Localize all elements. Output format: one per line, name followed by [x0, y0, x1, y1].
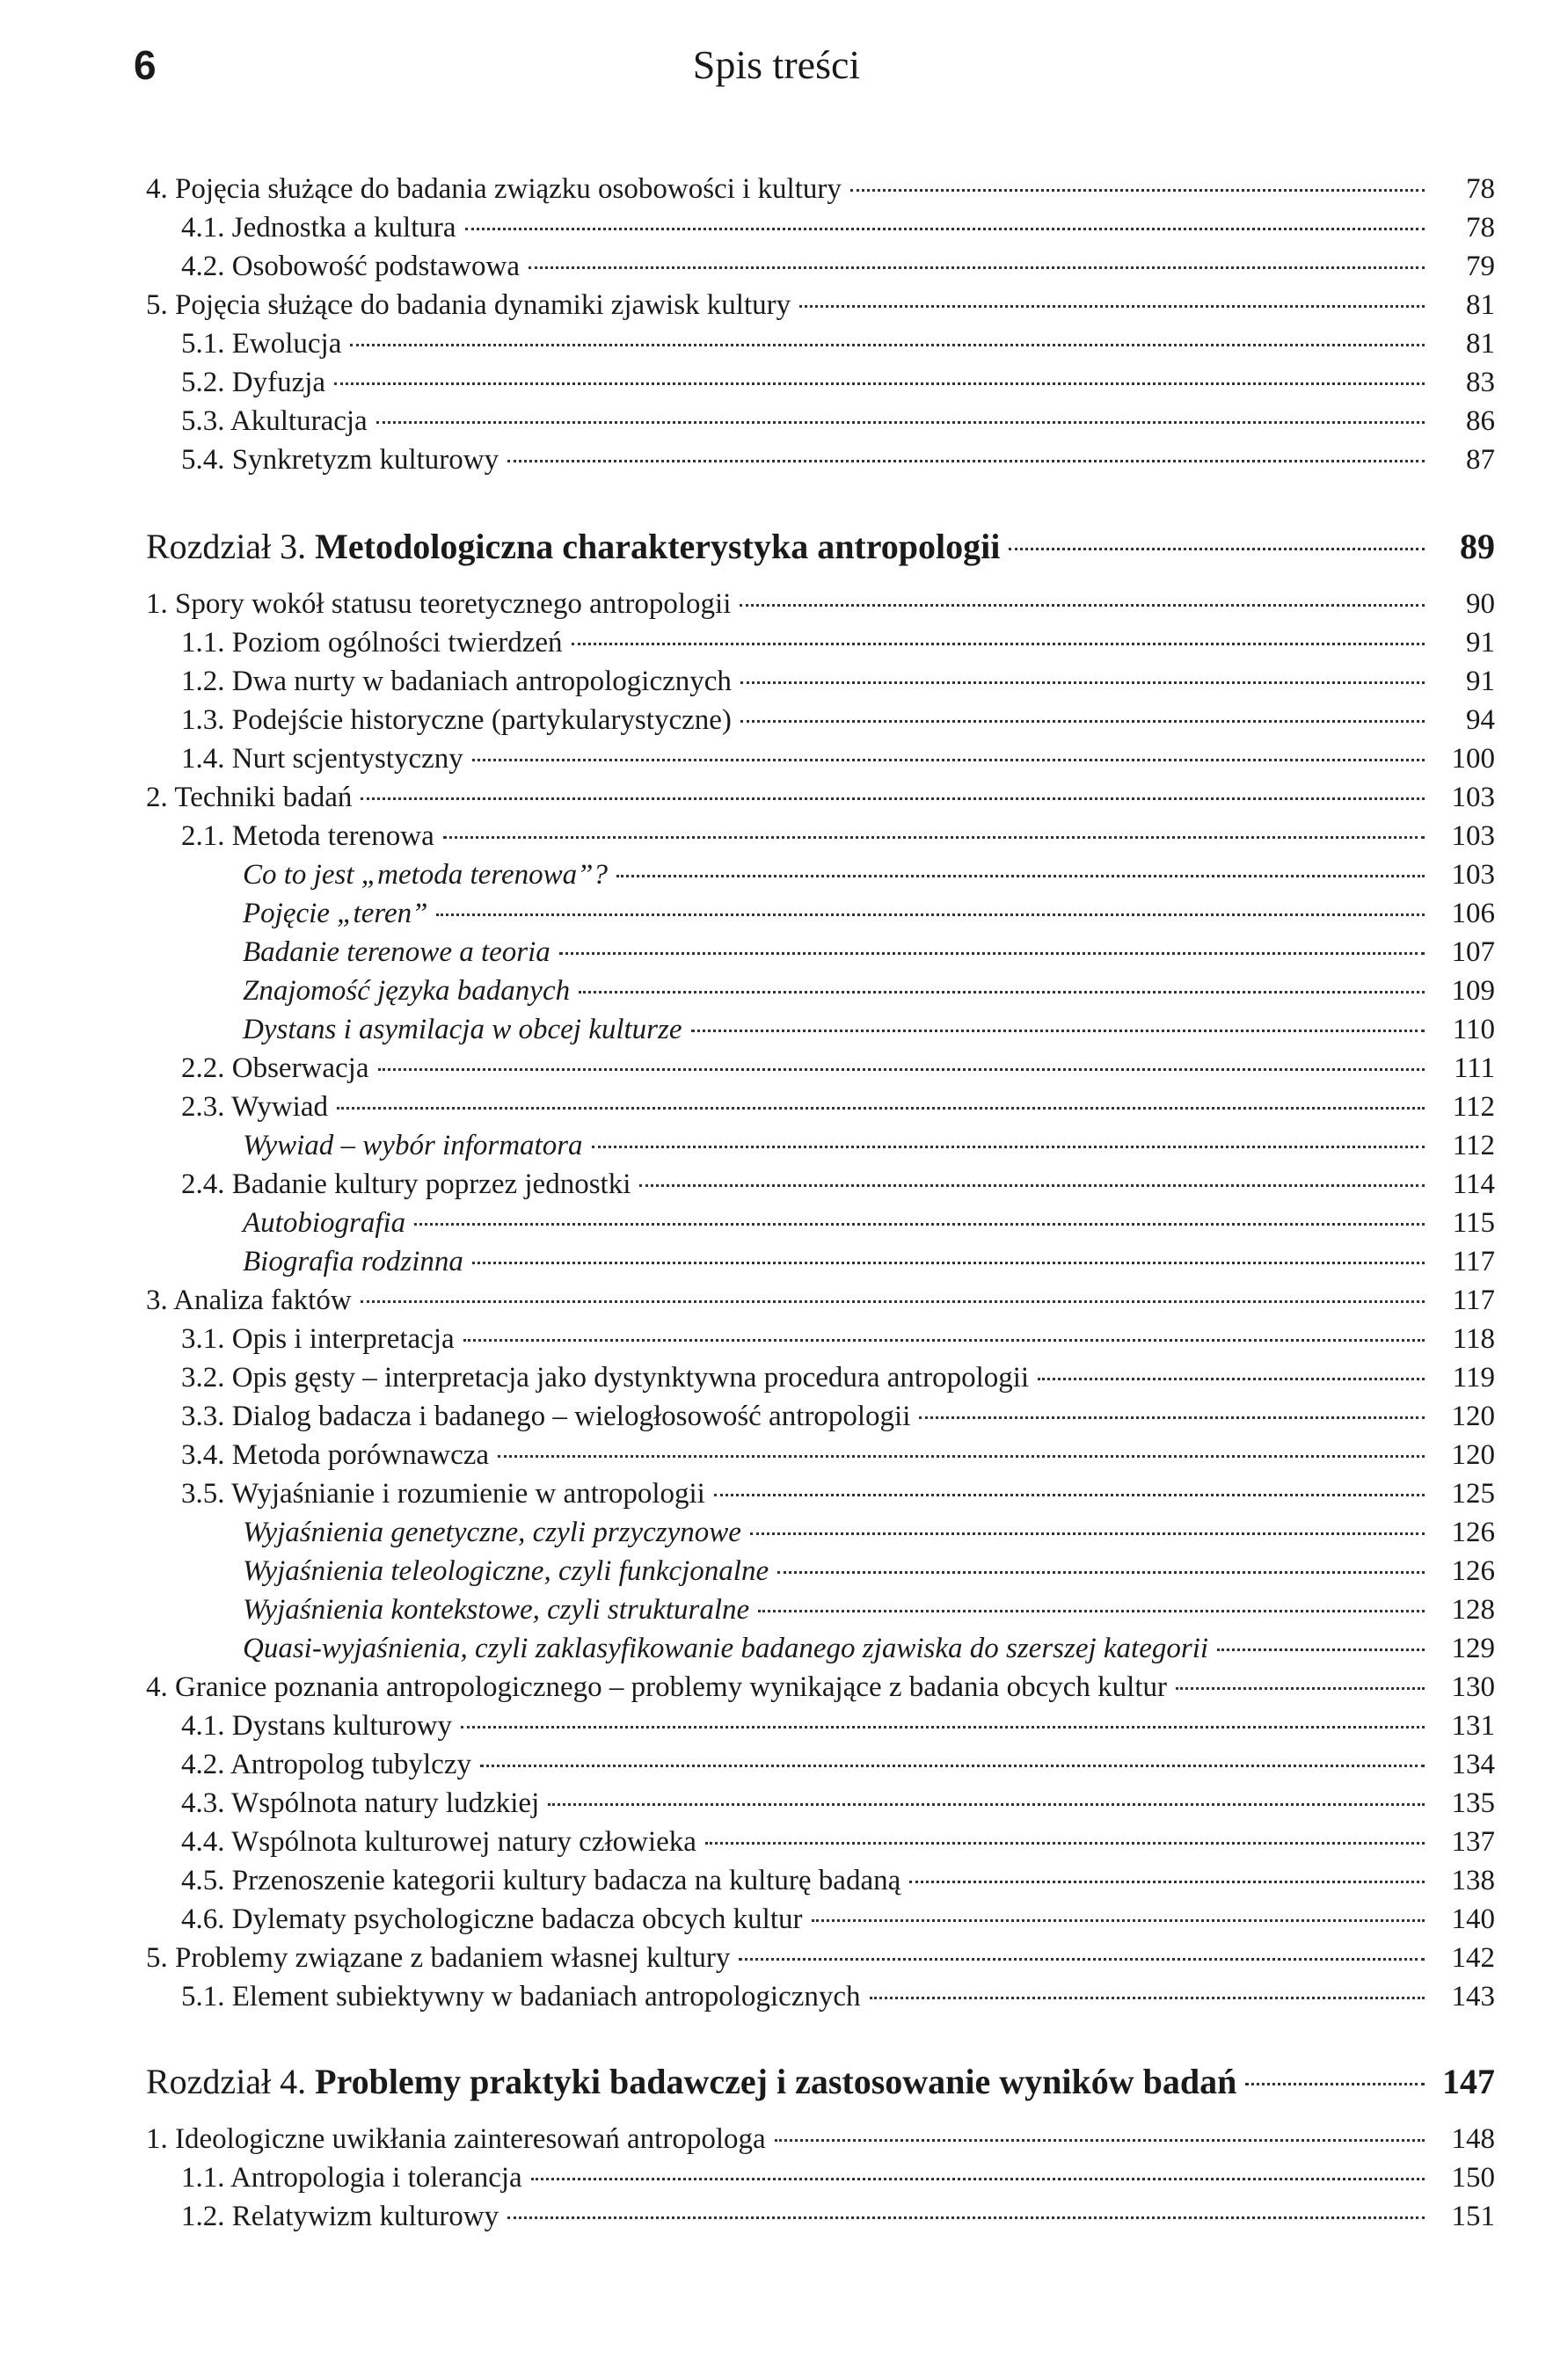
- toc-entry-page: 103: [1451, 859, 1495, 891]
- dot-leader: [572, 643, 1425, 645]
- toc-entry-page: 129: [1451, 1633, 1495, 1664]
- toc-entry-page: 131: [1451, 1710, 1495, 1742]
- dot-leader: [777, 1571, 1425, 1574]
- toc-entry-page: 78: [1466, 212, 1495, 244]
- toc-entry-label: [146, 524, 1000, 570]
- toc-entry: [146, 894, 1500, 933]
- toc-entry-label: 4.5. Przenoszenie kategorii kultury badacza na kulturę badaną: [181, 1865, 901, 1896]
- dot-leader: [740, 604, 1425, 607]
- dot-leader: [507, 2216, 1425, 2219]
- toc-entry-page: 111: [1453, 1052, 1495, 1084]
- dot-leader: [592, 1146, 1425, 1148]
- toc-entry-label: 4. Granice poznania antropologicznego – problemy wynikające z badania obcych kultur: [146, 1671, 1167, 1703]
- toc-entry-label: 1. Spory wokół statusu teoretycznego antropologii: [146, 588, 732, 620]
- dot-leader: [775, 2139, 1425, 2142]
- toc-entry-label: 2. Techniki badań: [146, 782, 353, 813]
- toc-entry-page: 142: [1451, 1942, 1495, 1974]
- toc-entry: [146, 1165, 1500, 1204]
- toc-entry-page: 128: [1451, 1594, 1495, 1626]
- toc-entry-page: 114: [1452, 1168, 1495, 1200]
- toc-entry: [146, 1320, 1500, 1358]
- toc-entry-page: 81: [1466, 328, 1495, 360]
- dot-leader: [361, 797, 1425, 800]
- dot-leader: [705, 1842, 1425, 1845]
- toc-entry: [146, 817, 1500, 855]
- dot-leader: [334, 382, 1425, 385]
- toc-entry-page: 107: [1451, 936, 1495, 968]
- toc-entry-page: 89: [1460, 527, 1495, 566]
- toc-entry: [146, 662, 1500, 701]
- toc-entry-label: 1.4. Nurt scjentystyczny: [181, 743, 463, 775]
- toc-entry-page: 126: [1451, 1555, 1495, 1587]
- toc-entry-page: 118: [1452, 1323, 1495, 1355]
- dot-leader: [739, 1958, 1425, 1961]
- dot-leader: [498, 1455, 1425, 1458]
- toc-entry: [146, 855, 1500, 894]
- toc-entry-label: 4.2. Osobowość podstawowa: [181, 251, 520, 282]
- toc-entry: [146, 701, 1500, 739]
- toc-entry-page: 94: [1466, 704, 1495, 736]
- dot-leader: [870, 1997, 1425, 1999]
- toc-entry-page: 86: [1466, 405, 1495, 437]
- toc-entry: [146, 1939, 1500, 1977]
- dot-leader: [714, 1494, 1425, 1496]
- toc-entry: [146, 1668, 1500, 1707]
- dot-leader: [579, 991, 1425, 993]
- toc-entry-label: 5. Problemy związane z badaniem własnej kultury: [146, 1942, 731, 1974]
- toc-entry: [146, 1590, 1500, 1629]
- toc-entry-page: 140: [1451, 1903, 1495, 1935]
- toc-entry-label: Co to jest „metoda terenowa”?: [243, 859, 608, 891]
- toc-entry: [146, 933, 1500, 972]
- toc-entry-label: Quasi-wyjaśnienia, czyli zaklasyfikowanie badanego zjawiska do szerszej kategorii: [243, 1633, 1209, 1664]
- toc-entry: [146, 1397, 1500, 1436]
- toc-entry: [146, 1474, 1500, 1513]
- toc-entry: [146, 402, 1500, 440]
- toc-entry-page: 126: [1451, 1517, 1495, 1548]
- chapter-prefix: Rozdział 4.: [146, 2062, 307, 2101]
- toc-entry-label: 4.1. Jednostka a kultura: [181, 212, 456, 244]
- toc-entry: [146, 778, 1500, 817]
- toc-entry-label: 1.1. Antropologia i tolerancja: [181, 2162, 522, 2194]
- toc-entry-page: 100: [1451, 743, 1495, 775]
- toc-entry-page: 103: [1451, 782, 1495, 813]
- toc-entry: [146, 1049, 1500, 1088]
- toc-entry-label: 5.4. Synkretyzm kulturowy: [181, 444, 499, 476]
- toc-entry: [146, 1784, 1500, 1823]
- dot-leader: [559, 952, 1425, 955]
- dot-leader: [461, 1726, 1425, 1729]
- toc-entry: [146, 2197, 1500, 2236]
- toc-chapter-entry: [146, 524, 1500, 570]
- toc-entry: [146, 1552, 1500, 1590]
- toc-entry-page: 130: [1451, 1671, 1495, 1703]
- dot-leader: [436, 913, 1425, 916]
- chapter-title: Problemy praktyki badawczej i zastosowanie wyników badań: [315, 2062, 1237, 2101]
- dot-leader: [919, 1416, 1425, 1419]
- toc-entry: [146, 1900, 1500, 1939]
- dot-leader: [472, 759, 1425, 761]
- chapter-title: Metodologiczna charakterystyka antropologii: [315, 527, 1001, 566]
- toc-entry: [146, 739, 1500, 778]
- dot-leader: [472, 1262, 1425, 1264]
- toc-entry-page: 91: [1466, 627, 1495, 659]
- toc-entry-page: 109: [1451, 975, 1495, 1007]
- dot-leader: [376, 421, 1425, 424]
- dot-leader: [750, 1532, 1425, 1535]
- toc-entry: [146, 1010, 1500, 1049]
- dot-leader: [337, 1107, 1425, 1110]
- toc-entry: [146, 1126, 1500, 1165]
- toc-entry-page: 150: [1451, 2162, 1495, 2194]
- toc-entry: [146, 1281, 1500, 1320]
- toc-entry-page: 79: [1466, 251, 1495, 282]
- toc-entry-page: 78: [1466, 173, 1495, 205]
- toc-entry-page: 117: [1452, 1246, 1495, 1277]
- toc-entry-page: 117: [1452, 1285, 1495, 1316]
- toc-entry-label: 3.2. Opis gęsty – interpretacja jako dystynktywna procedura antropologii: [181, 1362, 1030, 1394]
- toc-entry-page: 83: [1466, 367, 1495, 398]
- toc-entry: [146, 170, 1500, 208]
- toc-entry-page: 90: [1466, 588, 1495, 620]
- dot-leader: [465, 228, 1425, 230]
- toc-entry: [146, 1745, 1500, 1784]
- toc-entry-page: 103: [1451, 820, 1495, 852]
- toc-entry-page: 91: [1466, 666, 1495, 697]
- toc-entry: [146, 208, 1500, 247]
- toc-entry-label: Autobiografia: [243, 1207, 406, 1239]
- toc-entry-label: Znajomość języka badanych: [243, 975, 571, 1007]
- toc-entry-label: Biografia rodzinna: [243, 1246, 463, 1277]
- chapter-prefix: Rozdział 3.: [146, 527, 307, 566]
- toc-entry: [146, 2158, 1500, 2197]
- toc-entry-label: 1.2. Relatywizm kulturowy: [181, 2201, 499, 2232]
- toc-entry-label: 5. Pojęcia służące do badania dynamiki zjawisk kultury: [146, 289, 791, 321]
- toc-entry-page: 115: [1452, 1207, 1495, 1239]
- dot-leader: [378, 1068, 1425, 1071]
- toc-entry: [146, 585, 1500, 623]
- toc-entry-page: 148: [1451, 2123, 1495, 2155]
- dot-leader: [1245, 2083, 1425, 2085]
- toc-entry: [146, 623, 1500, 662]
- toc-entry-label: Badanie terenowe a teoria: [243, 936, 550, 968]
- toc-entry-label: 4.4. Wspólnota kulturowej natury człowieka: [181, 1826, 696, 1858]
- dot-leader: [443, 836, 1425, 839]
- toc-entry-page: 120: [1451, 1439, 1495, 1471]
- dot-leader: [758, 1610, 1425, 1612]
- toc-entry-label: 1.3. Podejście historyczne (partykularystyczne): [181, 704, 732, 736]
- toc-entry-label: 5.3. Akulturacja: [181, 405, 368, 437]
- toc-entry-label: Dystans i asymilacja w obcej kulturze: [243, 1014, 682, 1045]
- dot-leader: [1176, 1687, 1425, 1690]
- running-head: Spis treści: [692, 42, 861, 87]
- toc-entry-label: 5.1. Ewolucja: [181, 328, 342, 360]
- toc-entry: [146, 1977, 1500, 2016]
- toc-entry-label: 3. Analiza faktów: [146, 1285, 352, 1316]
- toc-entry-label: 2.4. Badanie kultury poprzez jednostki: [181, 1168, 631, 1200]
- toc-entry: [146, 1204, 1500, 1242]
- toc-entry: [146, 2120, 1500, 2158]
- toc-entry-label: 4.2. Antropolog tubylczy: [181, 1749, 471, 1780]
- toc-entry-page: 135: [1451, 1787, 1495, 1819]
- toc-entry-label: 2.3. Wywiad: [181, 1091, 328, 1123]
- toc-entry: [146, 1436, 1500, 1474]
- toc-entry-label: 1. Ideologiczne uwikłania zainteresowań antropologa: [146, 2123, 766, 2155]
- toc-entry-label: 1.2. Dwa nurty w badaniach antropologicznych: [181, 666, 732, 697]
- toc-entry-label: 4.1. Dystans kulturowy: [181, 1710, 452, 1742]
- toc-entry: [146, 1861, 1500, 1900]
- toc-entry-label: 1.1. Poziom ogólności twierdzeń: [181, 627, 563, 659]
- dot-leader: [1009, 548, 1425, 550]
- dot-leader: [480, 1765, 1425, 1767]
- dot-leader: [691, 1030, 1425, 1032]
- toc-entry-page: 137: [1451, 1826, 1495, 1858]
- toc-entry: [146, 286, 1500, 324]
- toc-entry-label: 2.2. Obserwacja: [181, 1052, 369, 1084]
- page-number: 6: [134, 42, 157, 88]
- toc-entry-label: Wyjaśnienia genetyczne, czyli przyczynowe: [243, 1517, 741, 1548]
- toc-entry-page: 81: [1466, 289, 1495, 321]
- toc-entry-label: 5.2. Dyfuzja: [181, 367, 326, 398]
- toc-entry-page: 112: [1452, 1091, 1495, 1123]
- toc-entry-page: 87: [1466, 444, 1495, 476]
- toc-entry: [146, 1242, 1500, 1281]
- toc-entry-label: 3.3. Dialog badacza i badanego – wielogłosowość antropologii: [181, 1401, 911, 1432]
- toc-entry: [146, 1707, 1500, 1745]
- dot-leader: [850, 189, 1425, 192]
- toc-entry: [146, 1629, 1500, 1668]
- toc-entry-label: 4. Pojęcia służące do badania związku osobowości i kultury: [146, 173, 842, 205]
- dot-leader: [1038, 1378, 1425, 1380]
- toc-entry-label: [146, 2059, 1236, 2105]
- toc-entry-label: Wyjaśnienia kontekstowe, czyli strukturalne: [243, 1594, 750, 1626]
- dot-leader: [507, 460, 1425, 462]
- toc-entry-label: Wyjaśnienia teleologiczne, czyli funkcjonalne: [243, 1555, 769, 1587]
- toc-entry-page: 147: [1442, 2062, 1495, 2101]
- toc-entry-page: 143: [1451, 1981, 1495, 2012]
- toc-entry: [146, 363, 1500, 402]
- dot-leader: [531, 2178, 1425, 2180]
- toc-entry: [146, 247, 1500, 286]
- dot-leader: [1217, 1649, 1425, 1651]
- dot-leader: [463, 1339, 1425, 1342]
- dot-leader: [616, 875, 1425, 877]
- dot-leader: [548, 1803, 1425, 1806]
- toc-entry: [146, 1823, 1500, 1861]
- toc-chapter-entry: [146, 2059, 1500, 2105]
- dot-leader: [350, 344, 1425, 346]
- toc-entry-page: 138: [1451, 1865, 1495, 1896]
- toc-entry-page: 110: [1452, 1014, 1495, 1045]
- dot-leader: [414, 1223, 1425, 1226]
- dot-leader: [909, 1881, 1425, 1883]
- toc-entry-page: 120: [1451, 1401, 1495, 1432]
- toc-entry-page: 151: [1451, 2201, 1495, 2232]
- toc-entry-label: Pojęcie „teren”: [243, 898, 428, 929]
- toc-entry-page: 112: [1452, 1130, 1495, 1161]
- dot-leader: [740, 681, 1425, 684]
- toc-entry-page: 134: [1451, 1749, 1495, 1780]
- dot-leader: [639, 1184, 1425, 1187]
- toc-entry-label: 4.3. Wspólnota natury ludzkiej: [181, 1787, 540, 1819]
- toc-entry: [146, 1513, 1500, 1552]
- toc-entry: [146, 324, 1500, 363]
- toc-entry: [146, 440, 1500, 479]
- toc-entry-label: 3.4. Metoda porównawcza: [181, 1439, 490, 1471]
- toc-entry-page: 119: [1452, 1362, 1495, 1394]
- toc-entry: [146, 1358, 1500, 1397]
- dot-leader: [799, 305, 1425, 308]
- toc-entry-label: 3.5. Wyjaśnianie i rozumienie w antropologii: [181, 1478, 705, 1510]
- toc-entry-label: 4.6. Dylematy psychologiczne badacza obcych kultur: [181, 1903, 803, 1935]
- toc-entry-label: Wywiad – wybór informatora: [243, 1130, 583, 1161]
- dot-leader: [529, 266, 1425, 269]
- dot-leader: [740, 720, 1425, 723]
- toc-entry-page: 106: [1451, 898, 1495, 929]
- dot-leader: [812, 1919, 1425, 1922]
- toc-entry-label: 2.1. Metoda terenowa: [181, 820, 434, 852]
- toc-entry: [146, 972, 1500, 1010]
- toc-entry: [146, 1088, 1500, 1126]
- dot-leader: [361, 1300, 1425, 1303]
- toc-entry-label: 3.1. Opis i interpretacja: [181, 1323, 455, 1355]
- toc-entry-page: 125: [1451, 1478, 1495, 1510]
- toc-entry-label: 5.1. Element subiektywny w badaniach antropologicznych: [181, 1981, 861, 2012]
